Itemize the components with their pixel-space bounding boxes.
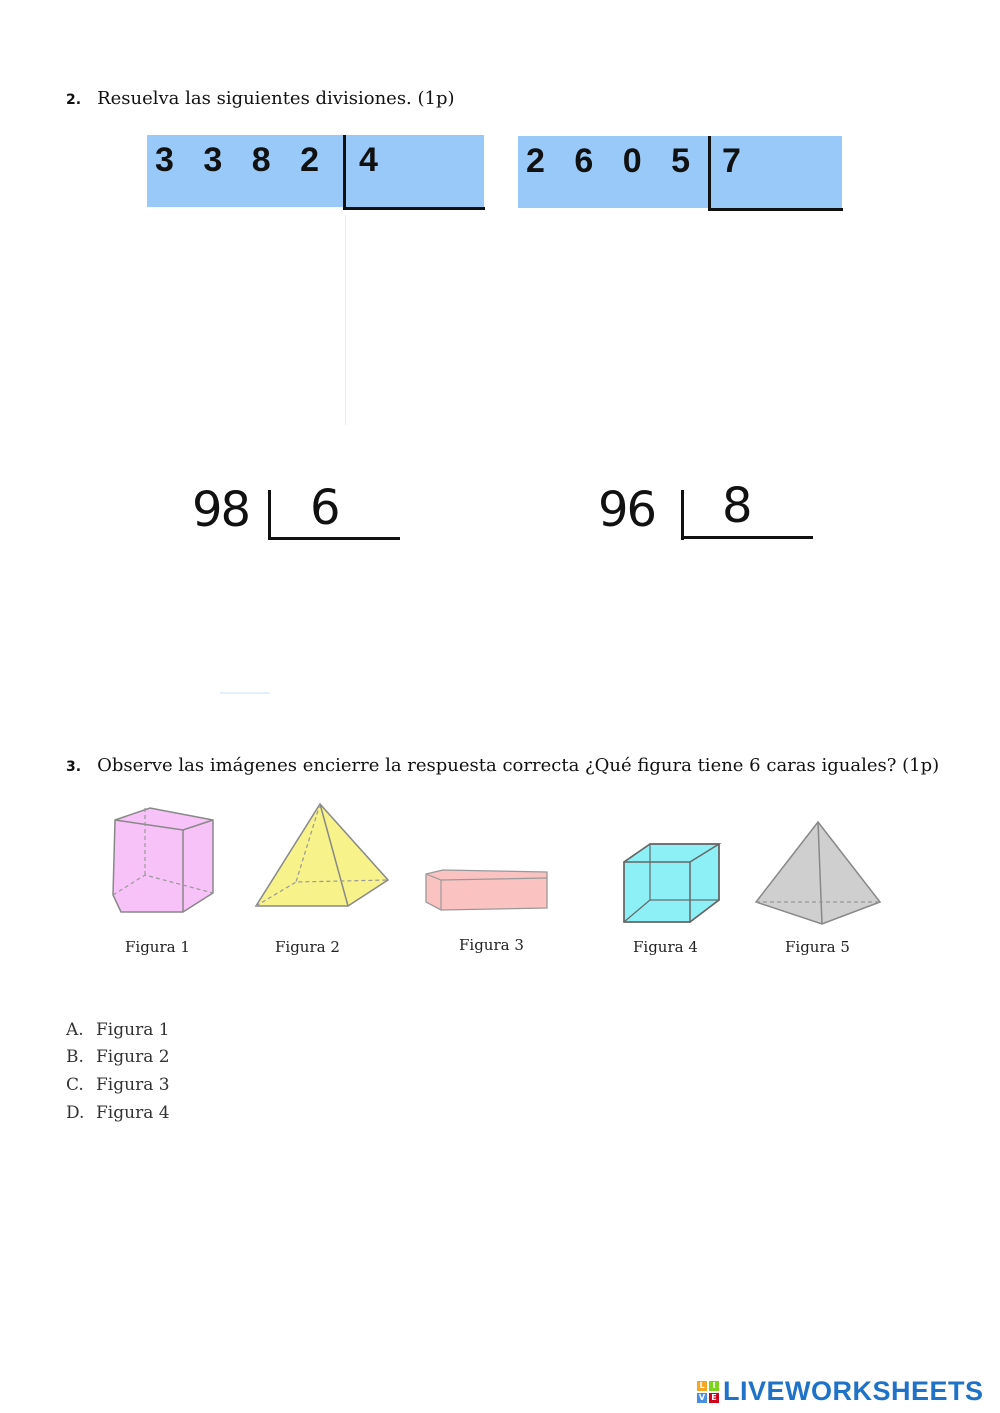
option-text: Figura 2	[96, 1047, 170, 1067]
dividend: 2 6 0 5	[526, 142, 700, 180]
option-d[interactable]	[66, 1103, 170, 1123]
division-bracket-vertical	[343, 135, 346, 210]
handwritten-dividend: 96	[598, 482, 656, 538]
figure-3-label: Figura 3	[459, 936, 524, 954]
question-text: Resuelva las siguientes divisiones. (1p)	[97, 88, 455, 109]
division-bracket-horizontal	[708, 208, 843, 211]
option-letter: B.	[66, 1047, 84, 1067]
handwritten-dividend: 98	[192, 482, 250, 538]
option-letter: C.	[66, 1075, 84, 1095]
square-pyramid-icon	[252, 800, 392, 912]
decorative-line	[220, 692, 270, 694]
figure-5-label: Figura 5	[785, 938, 850, 956]
liveworksheets-logo[interactable]	[697, 1376, 984, 1407]
question-number: 3.	[66, 759, 82, 775]
handwritten-bracket-horizontal	[268, 537, 400, 540]
handwritten-divisor: 8	[722, 478, 751, 534]
cube-icon	[620, 840, 724, 926]
handwritten-divisor: 6	[310, 480, 339, 536]
handwritten-bracket-horizontal	[681, 536, 813, 539]
handwritten-bracket-vertical	[681, 490, 684, 540]
question-number: 2.	[66, 92, 82, 108]
divisor: 4	[359, 141, 378, 179]
option-a[interactable]	[66, 1020, 170, 1040]
option-text: Figura 3	[96, 1075, 170, 1095]
option-text: Figura 1	[96, 1020, 170, 1040]
handwritten-bracket-vertical	[268, 490, 271, 540]
pentagonal-prism-icon	[105, 805, 225, 917]
option-letter: D.	[66, 1103, 85, 1123]
answer-guide-line	[345, 215, 346, 425]
dividend: 3 3 8 2	[155, 141, 329, 179]
figure-2-label: Figura 2	[275, 938, 340, 956]
figure-1-label: Figura 1	[125, 938, 190, 956]
logo-text: LIVEWORKSHEETS	[723, 1376, 984, 1406]
figure-4-label: Figura 4	[633, 938, 698, 956]
division-bracket-horizontal	[343, 207, 485, 210]
logo-mark-icon: L I V E	[697, 1381, 719, 1403]
option-letter: A.	[66, 1020, 84, 1040]
option-c[interactable]	[66, 1075, 170, 1095]
division-box-1	[147, 135, 484, 207]
question-2-heading	[66, 88, 455, 109]
division-box-2	[518, 136, 842, 208]
divisor: 7	[722, 142, 741, 180]
option-text: Figura 4	[96, 1103, 170, 1123]
rectangular-prism-icon	[423, 868, 551, 914]
question-text: Observe las imágenes encierre la respuesta correcta ¿Qué figura tiene 6 caras iguales? (1p)	[97, 755, 940, 776]
division-bracket-vertical	[708, 136, 711, 211]
triangular-pyramid-icon	[752, 818, 884, 930]
option-b[interactable]	[66, 1047, 170, 1067]
question-3-heading	[66, 755, 939, 776]
